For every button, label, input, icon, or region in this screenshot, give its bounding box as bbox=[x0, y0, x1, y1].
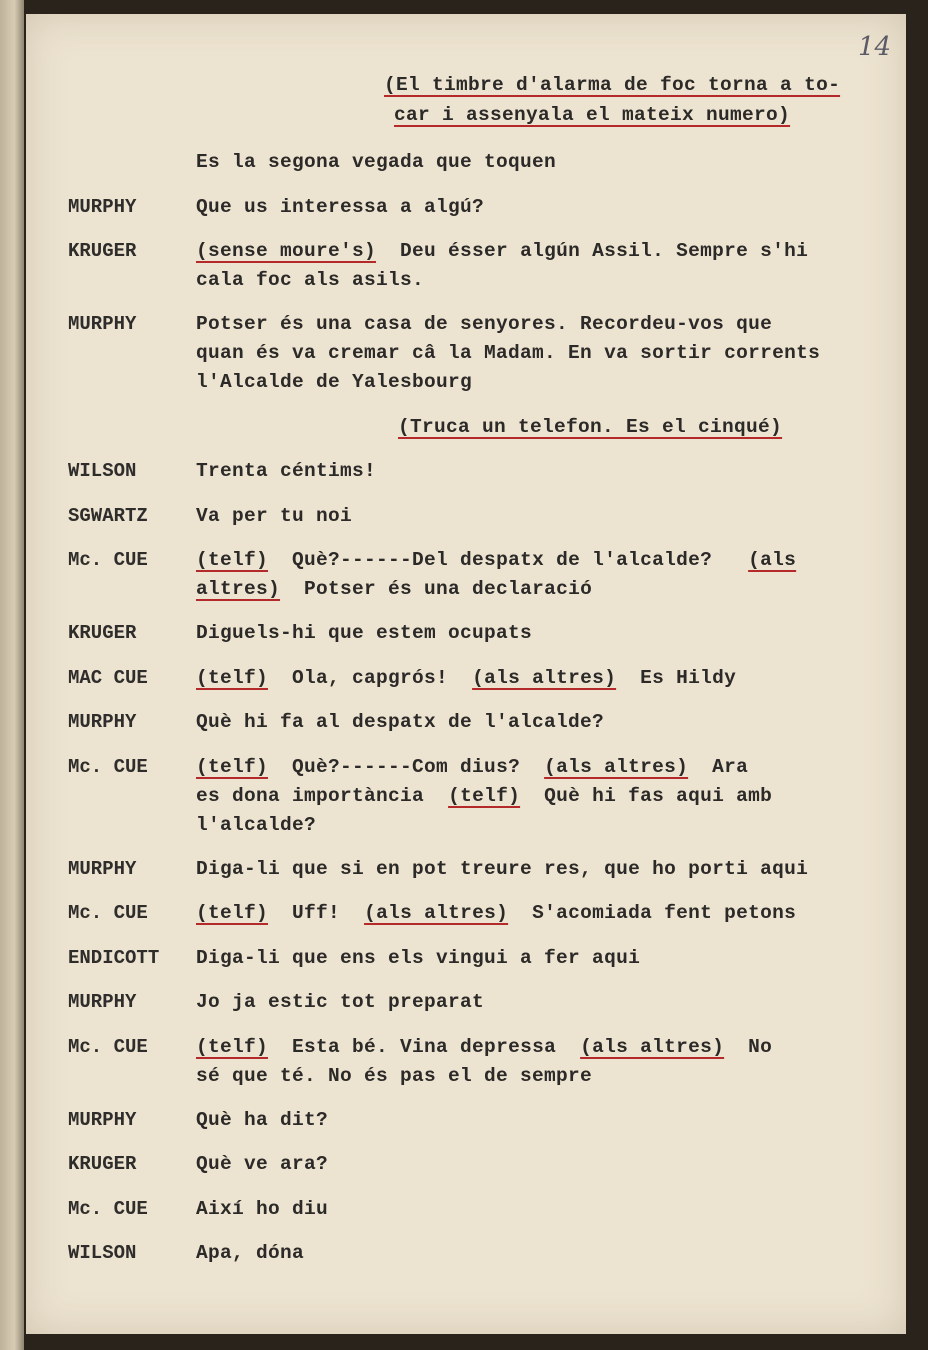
speaker-name: WILSON bbox=[68, 1242, 137, 1264]
speaker-name: MURPHY bbox=[68, 991, 137, 1013]
dialogue-line: Es la segona vegada que toquen bbox=[196, 151, 557, 173]
dialogue-line: Així ho diu bbox=[196, 1198, 329, 1220]
dialogue-line: altres) Potser és una declaració bbox=[196, 578, 593, 600]
dialogue-line: Potser és una casa de senyores. Recordeu-vos que bbox=[196, 313, 773, 335]
dialogue-line: Diga-li que ens els vingui a fer aqui bbox=[196, 947, 641, 969]
stage-direction-1: (El timbre d'alarma de foc torna a to- bbox=[384, 74, 841, 96]
dialogue-line: cala foc als asils. bbox=[196, 269, 425, 291]
dialogue-line: Què hi fa al despatx de l'alcalde? bbox=[196, 711, 605, 733]
dialogue-line: Diguels-hi que estem ocupats bbox=[196, 622, 533, 644]
dialogue-line: (telf) Uff! (als altres) S'acomiada fent petons bbox=[196, 902, 797, 924]
speaker-name: MURPHY bbox=[68, 711, 137, 733]
dialogue-line: Que us interessa a algú? bbox=[196, 196, 485, 218]
speaker-name: MAC CUE bbox=[68, 667, 148, 689]
speaker-name: ENDICOTT bbox=[68, 947, 160, 969]
speaker-name: MURPHY bbox=[68, 196, 137, 218]
dialogue-line: sé que té. No és pas el de sempre bbox=[196, 1065, 593, 1087]
dialogue-line: Jo ja estic tot preparat bbox=[196, 991, 485, 1013]
dialogue-line: (telf) Què?------Del despatx de l'alcalde? (als bbox=[196, 549, 797, 571]
dialogue-line: Trenta céntims! bbox=[196, 460, 377, 482]
dialogue-line: (telf) Ola, capgrós! (als altres) Es Hildy bbox=[196, 667, 737, 689]
dialogue-line: es dona importància (telf) Què hi fas aqui amb bbox=[196, 785, 773, 807]
speaker-name: KRUGER bbox=[68, 240, 137, 262]
dialogue-line: (sense moure's) Deu ésser algún Assil. Sempre s'hi bbox=[196, 240, 809, 262]
dialogue-line: Diga-li que si en pot treure res, que ho porti aqui bbox=[196, 858, 809, 880]
speaker-name: MURPHY bbox=[68, 313, 137, 335]
speaker-name: Mc. CUE bbox=[68, 1198, 148, 1220]
speaker-name: Mc. CUE bbox=[68, 549, 148, 571]
dialogue-line: (telf) Esta bé. Vina depressa (als altres) No bbox=[196, 1036, 773, 1058]
dialogue-line: l'alcalde? bbox=[196, 814, 317, 836]
script-page bbox=[26, 14, 906, 1334]
stage-direction: (Truca un telefon. Es el cinqué) bbox=[398, 416, 783, 438]
dialogue-line: Què ve ara? bbox=[196, 1153, 329, 1175]
speaker-name: Mc. CUE bbox=[68, 1036, 148, 1058]
stage-direction-2: car i assenyala el mateix numero) bbox=[394, 104, 791, 126]
stage-direction: (sense moure's) bbox=[196, 240, 377, 262]
previous-page-edge bbox=[0, 0, 24, 1350]
speaker-name: KRUGER bbox=[68, 622, 137, 644]
dialogue-line: quan és va cremar câ la Madam. En va sortir corrents bbox=[196, 342, 821, 364]
dialogue-line: (telf) Què?------Com dius? (als altres) Ara bbox=[196, 756, 749, 778]
speaker-name: MURPHY bbox=[68, 1109, 137, 1131]
dialogue-line: Va per tu noi bbox=[196, 505, 353, 527]
dialogue-line: l'Alcalde de Yalesbourg bbox=[196, 371, 473, 393]
speaker-name: MURPHY bbox=[68, 858, 137, 880]
speaker-name: KRUGER bbox=[68, 1153, 137, 1175]
dialogue-line: Què ha dit? bbox=[196, 1109, 329, 1131]
speaker-name: Mc. CUE bbox=[68, 756, 148, 778]
speaker-name: SGWARTZ bbox=[68, 505, 148, 527]
speaker-name: WILSON bbox=[68, 460, 137, 482]
page-number: 14 bbox=[858, 32, 892, 62]
dialogue-line: Apa, dóna bbox=[196, 1242, 305, 1264]
speaker-name: Mc. CUE bbox=[68, 902, 148, 924]
